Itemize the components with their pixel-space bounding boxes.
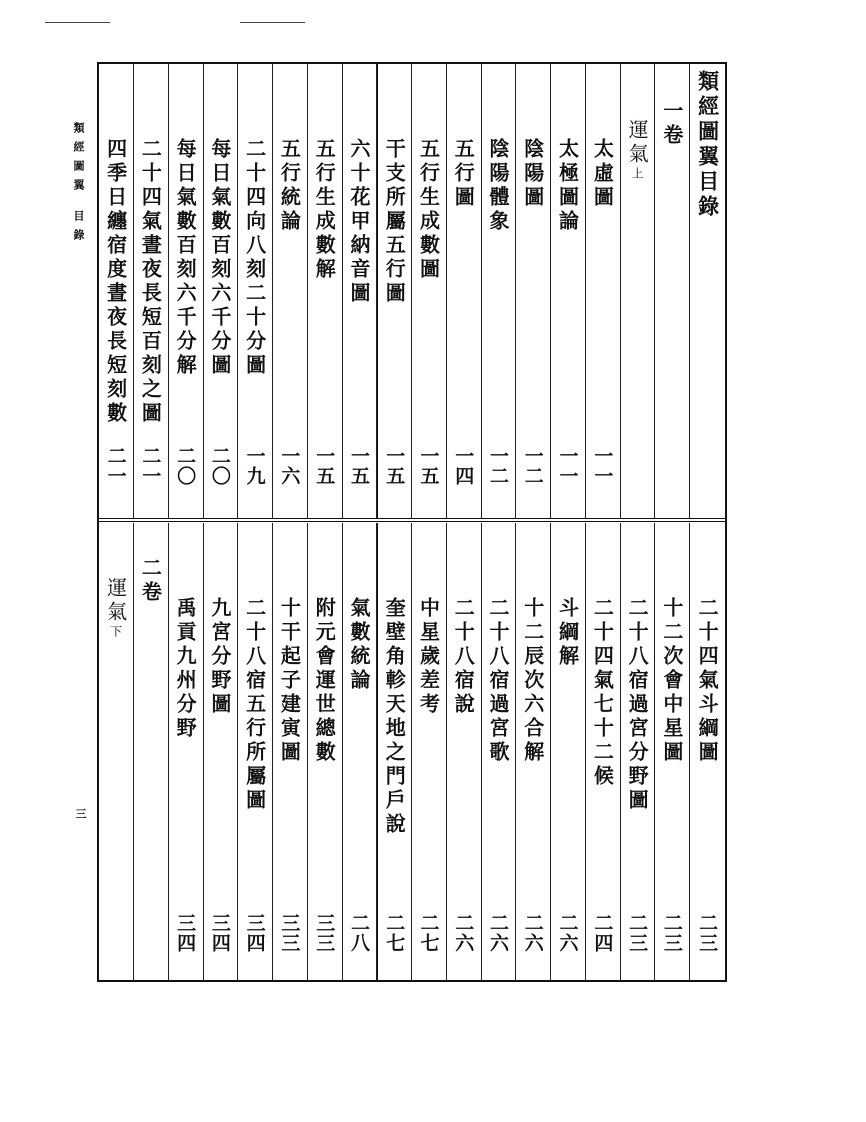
toc-entry-title [345, 138, 374, 306]
upper-column-entry [169, 64, 204, 518]
lower-column-entry [308, 523, 343, 980]
lower-column-entry [621, 523, 656, 980]
upper-column-entry [482, 64, 517, 518]
toc-page-number: 二七 [417, 913, 440, 953]
toc-entry-title [588, 138, 617, 210]
entry-text: 五行生成數解 [312, 138, 337, 282]
top-rule-right [240, 22, 305, 23]
toc-page-number: 一五 [383, 446, 406, 486]
lower-column-entry [169, 523, 204, 980]
entry-text: 二十四向八刻二十分圖 [242, 138, 267, 378]
toc-lower-half [99, 523, 725, 980]
lower-column-volume [134, 523, 169, 980]
entry-text: 太極圖論 [555, 138, 580, 234]
toc-entry-title [554, 138, 583, 234]
toc-page-number: 二〇 [174, 446, 197, 486]
entry-text: 一卷 [659, 100, 684, 148]
entry-text: 十二辰次六合解 [520, 597, 545, 765]
margin-page-number: 三 [74, 808, 87, 827]
toc-entry-title [449, 597, 478, 717]
entry-text: 禹貢九州分野 [173, 597, 198, 741]
toc-page-number: 二一 [139, 446, 162, 486]
entry-text: 二十四氣七十二候 [590, 597, 615, 789]
toc-entry-title [588, 597, 617, 789]
lower-column-entry [273, 523, 308, 980]
toc-entry-title [310, 597, 339, 765]
upper-column-entry [447, 64, 482, 518]
entry-text: 陰陽圖 [520, 138, 545, 210]
entry-text: 干支所屬五行圖 [382, 138, 407, 306]
toc-entry-title [275, 138, 304, 234]
toc-entry-title [414, 138, 443, 282]
lower-column-entry [412, 523, 447, 980]
toc-entry-title [102, 138, 131, 426]
entry-text: 九宮分野圖 [207, 597, 232, 717]
lower-column-entry [204, 523, 239, 980]
toc-entry-title [136, 138, 165, 426]
lower-column-entry [238, 523, 273, 980]
entry-text: 奎壁角軫天地之門戶說 [382, 597, 407, 837]
toc-page-number: 二六 [521, 913, 544, 953]
entry-text: 十干起子建寅圖 [277, 597, 302, 765]
entry-text: 二卷 [138, 557, 163, 605]
margin-book-title [70, 122, 86, 248]
toc-volume [658, 100, 687, 148]
upper-column-entry [204, 64, 239, 518]
toc-entry-title [345, 597, 374, 693]
entry-text: 運氣 [103, 577, 128, 625]
middle-divider [99, 518, 725, 522]
toc-entry-title [206, 138, 235, 378]
entry-text: 四季日纏宿度晝夜長短刻數 [103, 138, 128, 426]
upper-column-entry [99, 64, 134, 518]
entry-text: 二十八宿五行所屬圖 [242, 597, 267, 813]
toc-entry-title [484, 138, 513, 234]
entry-text: 五行圖 [451, 138, 476, 210]
toc-entry-title [554, 597, 583, 669]
toc-entry-title [380, 597, 409, 837]
toc-page-number: 二四 [591, 913, 614, 953]
toc-page-number: 一一 [591, 446, 614, 486]
upper-column-entry [551, 64, 586, 518]
toc-page-number: 二八 [347, 913, 370, 953]
toc-page-number: 一六 [278, 446, 301, 486]
lower-column-entry [447, 523, 482, 980]
lower-column-section [99, 523, 134, 980]
toc-page-number: 一二 [521, 446, 544, 486]
entry-text: 每日氣數百刻六千分解 [173, 138, 198, 378]
toc-entry-title [380, 138, 409, 306]
toc-page-number: 二六 [452, 913, 475, 953]
entry-text: 二十八宿過宮分野圖 [625, 597, 650, 813]
toc-entry-title [414, 597, 443, 717]
toc-page-number: 二〇 [208, 446, 231, 486]
entry-text: 氣數統論 [346, 597, 371, 693]
toc-entry-title [484, 597, 513, 765]
upper-column-entry [238, 64, 273, 518]
toc-title [693, 70, 723, 220]
toc-page-number: 二六 [556, 913, 579, 953]
toc-page-number: 一五 [417, 446, 440, 486]
entry-text: 五行統論 [277, 138, 302, 234]
entry-text: 每日氣數百刻六千分圖 [207, 138, 232, 378]
toc-page-number: 三四 [174, 913, 197, 953]
toc-section [102, 577, 131, 641]
toc-page-number: 二六 [487, 913, 510, 953]
toc-entry-title [241, 138, 270, 378]
lower-column-entry [377, 523, 412, 980]
entry-text: 類經圖翼目錄 [695, 70, 721, 220]
toc-page-number: 一五 [347, 446, 370, 486]
upper-column-entry [412, 64, 447, 518]
section-suffix: 下 [108, 625, 123, 641]
margin-book: 類經圖翼 [72, 122, 85, 198]
lower-column-entry [516, 523, 551, 980]
toc-entry-title [241, 597, 270, 813]
entry-text: 二十八宿說 [451, 597, 476, 717]
toc-entry-title [623, 597, 652, 813]
top-rule-left [45, 22, 110, 23]
toc-page-number: 三四 [243, 913, 266, 953]
toc-page-number: 一五 [313, 446, 336, 486]
lower-column-entry [690, 523, 725, 980]
toc-section [623, 119, 652, 183]
entry-text: 運氣 [625, 119, 650, 167]
entry-text: 十二次會中星圖 [659, 597, 684, 765]
upper-column-entry [343, 64, 378, 518]
toc-page-number: 二七 [383, 913, 406, 953]
toc-entry-title [658, 597, 687, 765]
toc-page-number: 二三 [626, 913, 649, 953]
margin-section: 目錄 [72, 209, 85, 248]
section-suffix: 上 [630, 167, 645, 183]
toc-upper-half [99, 64, 725, 518]
upper-column-entry [134, 64, 169, 518]
toc-page-number: 一四 [452, 446, 475, 486]
toc-entry-title [519, 138, 548, 210]
toc-page-number: 一一 [556, 446, 579, 486]
upper-column-entry [377, 64, 412, 518]
toc-page-number: 一二 [487, 446, 510, 486]
toc-entry-title [693, 597, 722, 765]
lower-column-entry [482, 523, 517, 980]
toc-entry-title [275, 597, 304, 765]
entry-text: 陰陽體象 [486, 138, 511, 234]
toc-page-number: 三四 [208, 913, 231, 953]
upper-column-title [690, 64, 725, 518]
entry-text: 六十花甲納音圖 [346, 138, 371, 306]
toc-page-number: 二三 [696, 913, 719, 953]
toc-page-number: 三三 [278, 913, 301, 953]
upper-column-entry [308, 64, 343, 518]
toc-volume [136, 557, 165, 605]
entry-text: 二十四氣晝夜長短百刻之圖 [138, 138, 163, 426]
entry-text: 中星歲差考 [416, 597, 441, 717]
toc-page-number: 二一 [104, 446, 127, 486]
entry-text: 太虛圖 [590, 138, 615, 210]
toc-entry-title [206, 597, 235, 717]
entry-text: 附元會運世總數 [312, 597, 337, 765]
toc-page-number: 三三 [313, 913, 336, 953]
upper-column-volume [655, 64, 690, 518]
toc-entry-title [310, 138, 339, 282]
toc-entry-title [171, 597, 200, 741]
toc-entry-title [449, 138, 478, 210]
upper-column-entry [273, 64, 308, 518]
toc-frame [97, 62, 727, 982]
upper-column-entry [516, 64, 551, 518]
entry-text: 二十八宿過宮歌 [486, 597, 511, 765]
toc-entry-title [519, 597, 548, 765]
lower-column-entry [586, 523, 621, 980]
upper-column-entry [586, 64, 621, 518]
toc-page-number: 一九 [243, 446, 266, 486]
entry-text: 斗綱解 [555, 597, 580, 669]
toc-page-number: 二三 [660, 913, 683, 953]
entry-text: 五行生成數圖 [416, 138, 441, 282]
lower-column-entry [655, 523, 690, 980]
entry-text: 二十四氣斗綱圖 [695, 597, 720, 765]
lower-column-entry [343, 523, 378, 980]
lower-column-entry [551, 523, 586, 980]
toc-entry-title [171, 138, 200, 378]
upper-column-section [621, 64, 656, 518]
